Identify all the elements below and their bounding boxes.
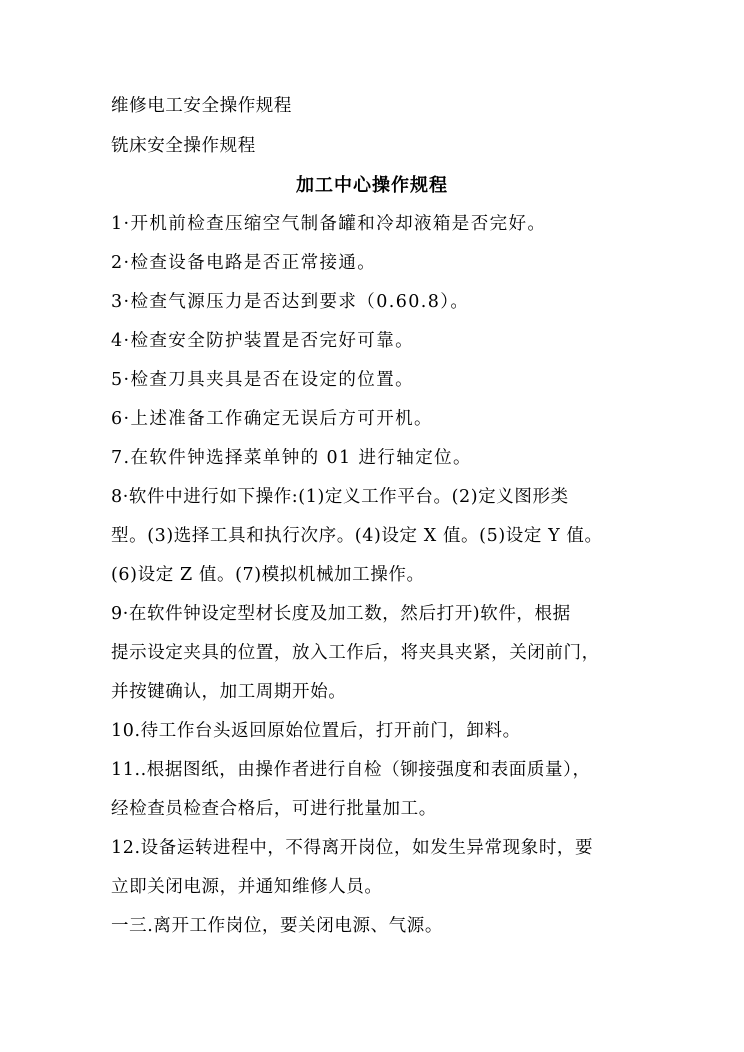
body-line-17: 12.设备运转进程中，不得离开岗位，如发生异常现象时，要 [111, 838, 594, 858]
body-line-1: 1·开机前检查压缩空气制备罐和冷却液箱是否完好。 [111, 214, 547, 234]
header-line-1: 维修电工安全操作规程 [111, 96, 292, 116]
body-line-6: 6·上述准备工作确定无误后方可开机。 [111, 409, 433, 429]
document-title: 加工中心操作规程 [296, 175, 448, 196]
body-line-9: 型。(3)选择工具和执行次序。(4)设定 X 值。(5)设定 Y 值。 [111, 526, 603, 546]
body-line-4: 4·检查安全防护装置是否完好可靠。 [111, 331, 414, 351]
body-line-16: 经检查员检查合格后，可进行批量加工。 [111, 799, 437, 819]
body-line-19: 一三.离开工作岗位，要关闭电源、气源。 [111, 916, 443, 936]
header-line-2: 铣床安全操作规程 [111, 136, 256, 156]
body-line-2: 2·检查设备电路是否正常接通。 [111, 253, 377, 273]
body-line-5: 5·检查刀具夹具是否在设定的位置。 [111, 370, 414, 390]
body-line-11: 9·在软件钟设定型材长度及加工数，然后打开)软件，根据 [111, 604, 571, 624]
body-line-18: 立即关闭电源，并通知维修人员。 [111, 877, 383, 897]
body-line-10: (6)设定 Z 值。(7)模拟机械加工操作。 [111, 565, 425, 585]
body-line-15: 11..根据图纸，由操作者进行自检（铆接强度和表面质量）， [111, 760, 591, 780]
body-line-14: 10.待工作台头返回原始位置后，打开前门，卸料。 [111, 721, 521, 741]
body-line-12: 提示设定夹具的位置，放入工作后，将夹具夹紧，关闭前门， [111, 643, 600, 663]
body-line-8: 8·软件中进行如下操作:(1)定义工作平台。(2)定义图形类 [111, 487, 569, 507]
body-line-13: 并按键确认，加工周期开始。 [111, 682, 347, 702]
body-line-7: 7.在软件钟选择菜单钟的 01 进行轴定位。 [111, 448, 472, 468]
body-line-3: 3·检查气源压力是否达到要求（0.60.8）。 [111, 292, 470, 312]
